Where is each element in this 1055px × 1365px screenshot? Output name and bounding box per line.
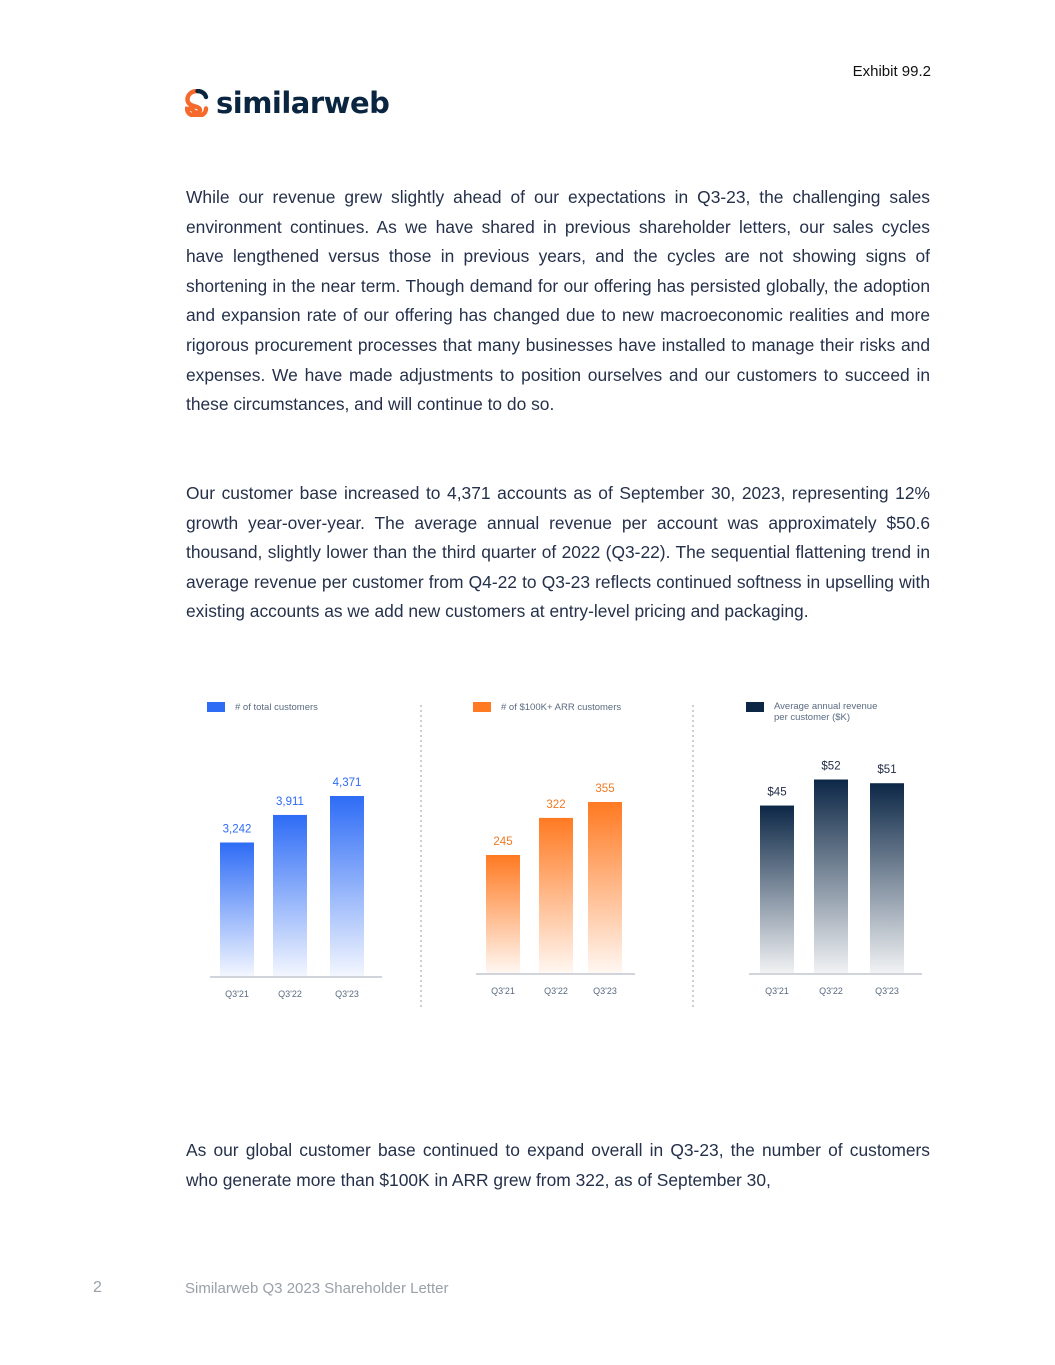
bar [273,815,307,976]
legend-label: # of total customers [235,702,318,713]
body-paragraph: As our global customer base continued to expand overall in Q3-23, the number of customers who generate more than $100K in ARR grew from 322, as of September 30, [186,1140,930,1190]
tick-label: Q3'22 [278,989,302,999]
bar [539,818,573,973]
data-label: $52 [821,760,841,773]
brand-wordmark: similarweb [216,86,390,120]
legend-swatch [473,702,491,712]
tick-label: Q3'22 [819,986,843,996]
data-label: 355 [595,783,615,795]
brand-logo [185,86,389,120]
tick-label: Q3'23 [593,986,617,996]
bar [486,855,520,973]
body-paragraph: Our customer base increased to 4,371 accounts as of September 30, 2023, representing 12% growth year-over-year. The average annual revenue per account was approximately $50.6 thousand, slightly lower than the third quarter of 2022 (Q3-22). The sequential flattening trend in average revenue per customer from Q4-22 to Q3-23 reflects continued softness in upselling with existing accounts as we add new customers at entry-level pricing and packaging. [186,483,930,622]
body-paragraph: While our revenue grew slightly ahead of our expectations in Q3-23, the challenging sales environment continues. As we have shared in previous shareholder letters, our sales cycles have lengthened versus those in previous years, and the cycles are not showing signs of shortening in the near term. Though demand for our offering has persisted globally, the adoption and expansion rate of our offering has changed due to new macroeconomic realities and more rigorous procurement processes that many businesses have installed to manage their risks and expenses. We have made adjustments to position ourselves and our customers to succeed in these circumstances, and will continue to do so. [186,187,930,415]
exhibit-label: Exhibit 99.2 [852,63,931,80]
tick-label: Q3'22 [544,986,568,996]
bar [760,806,794,973]
bar [588,802,622,973]
tick-label: Q3'23 [335,989,359,999]
bar [814,780,848,974]
legend-label: Average annual revenue [774,701,878,712]
tick-label: Q3'21 [225,989,249,999]
data-label: $45 [767,786,787,799]
data-label: 3,242 [222,823,252,836]
data-label: 322 [546,798,566,811]
similarweb-logo-icon [185,89,210,117]
legend-label: # of $100K+ ARR customers [501,702,622,713]
data-label: 245 [493,835,513,848]
bar [330,796,364,976]
page-number: 2 [93,1279,102,1296]
tick-label: Q3'21 [765,986,789,996]
customer-metrics-charts [186,690,946,1020]
bar [870,783,904,973]
legend-label: per customer ($K) [774,712,851,723]
legend-swatch [746,702,764,712]
data-label: $51 [877,764,897,777]
footer-title: Similarweb Q3 2023 Shareholder Letter [185,1280,449,1297]
bar [220,842,254,976]
data-label: 4,371 [332,777,362,789]
tick-label: Q3'23 [875,986,899,996]
data-label: 3,911 [276,795,304,808]
tick-label: Q3'21 [491,986,515,996]
legend-swatch [207,702,225,712]
